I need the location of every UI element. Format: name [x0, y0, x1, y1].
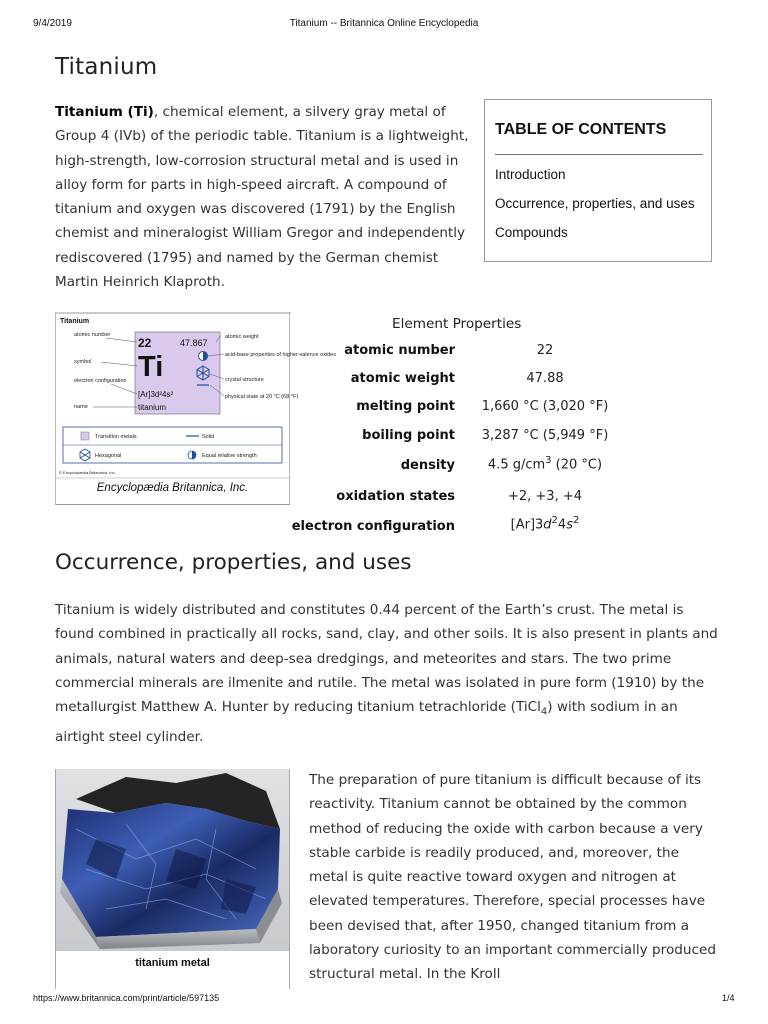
- print-title: Titanium -- Britannica Online Encyclopedia: [289, 18, 479, 29]
- config-d: d: [543, 517, 552, 533]
- legend-solid-label: Solid: [202, 434, 215, 440]
- legend-strength-label: Equal relative strength: [202, 453, 257, 459]
- occurrence-paragraph: [55, 598, 720, 750]
- intro-paragraph: [55, 100, 470, 294]
- figure-atomic-number: 22: [138, 336, 152, 350]
- density-exponent: 3: [545, 455, 552, 466]
- intro-bold-term: Titanium (Ti): [55, 104, 154, 120]
- figure-caption: Encyclopædia Britannica, Inc.: [96, 482, 249, 494]
- print-url: https://www.britannica.com/print/article/597135: [33, 993, 220, 1003]
- occurrence-tail: ) with sodium in an airtight steel cylinder.: [55, 699, 678, 746]
- prop-label-electron-config: electron configuration: [291, 519, 455, 534]
- prop-value-density: [488, 455, 602, 472]
- prop-label-atomic-weight: atomic weight: [350, 371, 455, 386]
- prop-value-atomic-weight: 47.88: [526, 371, 564, 386]
- legend-transition-label: Transition metals: [95, 434, 137, 440]
- print-date: 9/4/2019: [33, 18, 72, 29]
- config-part-b: 4: [557, 517, 567, 533]
- titanium-photo-figure: [55, 769, 290, 989]
- label-atomic-weight: atomic weight: [225, 334, 259, 340]
- element-figure: [55, 312, 336, 505]
- print-page-number: 1/4: [722, 993, 735, 1003]
- figure-header: Titanium: [60, 318, 90, 325]
- prop-value-boiling-point: 3,287 °C (5,949 °F): [481, 428, 609, 443]
- legend-hexagonal-label: Hexagonal: [95, 453, 122, 459]
- acid-base-icon: [199, 352, 208, 361]
- prop-label-atomic-number: atomic number: [344, 343, 455, 358]
- density-tail: (20 °C): [551, 457, 603, 473]
- figure-copyright: © Encyclopædia Britannica, Inc.: [59, 470, 116, 475]
- config-sup-2: 2: [572, 515, 580, 526]
- prop-value-oxidation-states: +2, +3, +4: [507, 489, 583, 504]
- label-acid-base: acid-base properties of higher-valence oxides: [225, 352, 336, 358]
- preparation-paragraph: The preparation of pure titanium is difficult because of its reactivity. Titanium cannot be obtained by the common method of reducing the oxide with carbon because a very stable carbide is readily produced, and, moreover, the metal is quite reactive toward oxygen and nitrogen at elevated temperatures. Therefore, special processes have been devised that, after 1950, changed titanium from a laboratory curiosity to an important commercially produced structural metal. In the Kroll: [309, 772, 716, 983]
- occurrence-subscript: 4: [540, 706, 548, 718]
- intro-text: , chemical element, a silvery gray metal of Group 4 (IVb) of the periodic table. Titanium is a lightweight, high-strength, low-corrosion structural metal and is used in alloy form for parts in high-speed aircraft. A compound of titanium and oxygen was discovered (1791) by the English chemist and mineralogist William Gregor and independently rediscovered (1795) and named by the German chemist Martin Heinrich Klaproth.: [55, 104, 469, 291]
- prop-label-density: density: [400, 458, 455, 473]
- label-electron-config: electron configuration: [74, 378, 127, 384]
- prop-value-electron-config: [511, 515, 580, 532]
- config-s: s: [566, 517, 573, 533]
- figure-config: [Ar]3d²4s²: [138, 390, 174, 399]
- density-main: 4.5 g/cm: [487, 457, 546, 473]
- prop-value-atomic-number: 22: [536, 343, 554, 358]
- occurrence-text: Titanium is widely distributed and constitutes 0.44 percent of the Earth’s crust. The metal is found combined in practically all rocks, sand, clay, and other soils. It is also present in plants and animals, natural waters and deep-sea dredgings, and meteorites and stars. The two prime commercial minerals are ilmenite and rutile. The metal was isolated in pure form (1910) by the metallurgist Matthew A. Hunter by reducing titanium tetrachloride (TiCl: [55, 602, 718, 716]
- figure-name: titanium: [138, 403, 167, 412]
- label-symbol: symbol: [74, 359, 92, 365]
- photo-caption: titanium metal: [135, 957, 210, 969]
- config-part-a: [Ar]3: [510, 517, 544, 533]
- titanium-metal-image: [56, 769, 289, 951]
- prop-label-melting-point: melting point: [356, 399, 455, 414]
- config-sup-1: 2: [551, 515, 558, 526]
- toc-divider: [495, 154, 703, 155]
- label-atomic-number: atomic number: [74, 332, 111, 338]
- label-crystal: crystal structure: [225, 377, 264, 383]
- figure-symbol: Ti: [138, 351, 164, 383]
- properties-title: Element Properties: [392, 316, 522, 332]
- toc-title: TABLE OF CONTENTS: [495, 121, 667, 138]
- figure-atomic-weight: 47.867: [180, 338, 208, 348]
- label-state: physical state at 20 °C (68 °F): [225, 394, 299, 400]
- legend-strength-icon: [188, 451, 196, 459]
- toc-link-introduction[interactable]: Introduction: [495, 167, 566, 182]
- prop-value-melting-point: 1,660 °C (3,020 °F): [481, 399, 609, 414]
- section-heading-occurrence: Occurrence, properties, and uses: [55, 550, 412, 575]
- toc-link-compounds[interactable]: Compounds: [495, 225, 568, 240]
- page-title: Titanium: [55, 54, 158, 80]
- label-name: name: [74, 404, 88, 410]
- prop-label-oxidation-states: oxidation states: [336, 489, 455, 504]
- table-of-contents: [484, 99, 712, 262]
- prop-label-boiling-point: boiling point: [362, 428, 455, 443]
- toc-link-occurrence[interactable]: Occurrence, properties, and uses: [495, 196, 695, 211]
- legend-transition-swatch: [81, 432, 89, 440]
- element-diagram: [56, 312, 336, 480]
